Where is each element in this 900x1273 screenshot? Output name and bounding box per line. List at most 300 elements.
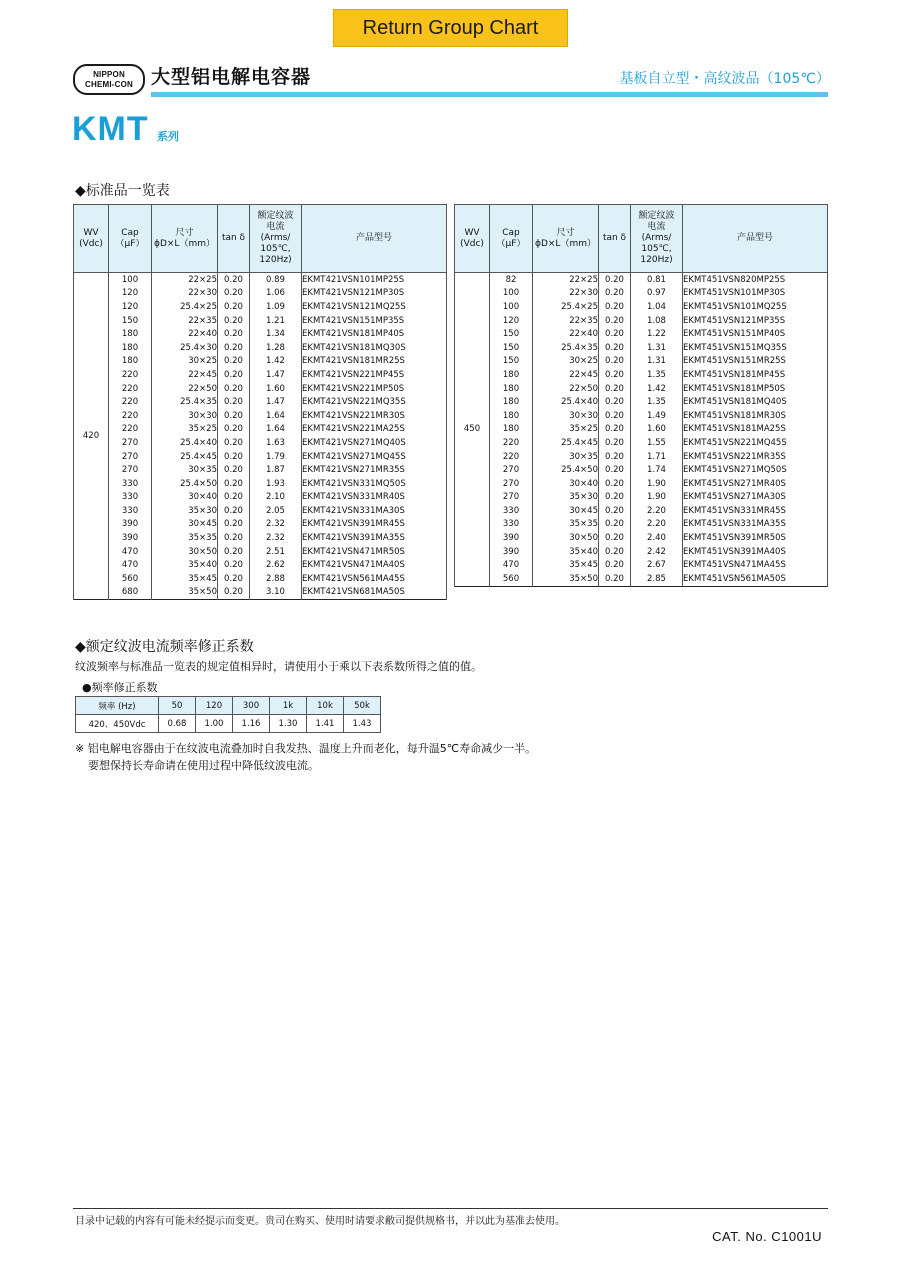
cap-cell: 270 xyxy=(109,463,152,477)
ripple-current-cell: 2.62 xyxy=(250,558,302,572)
part-number-cell: EKMT421VSN121MQ25S xyxy=(302,300,447,314)
table-row xyxy=(74,436,447,450)
ripple-current-cell: 1.79 xyxy=(250,450,302,464)
tan-delta-cell: 0.20 xyxy=(599,423,631,437)
coefficient-value: 1.30 xyxy=(270,715,307,733)
cap-cell: 150 xyxy=(490,327,533,341)
part-number-cell: EKMT421VSN331MR40S xyxy=(302,491,447,505)
part-number-cell: EKMT451VSN331MA35S xyxy=(683,518,828,532)
cap-cell: 100 xyxy=(490,287,533,301)
cap-cell: 330 xyxy=(109,504,152,518)
cap-cell: 390 xyxy=(490,545,533,559)
table-row xyxy=(455,409,828,423)
tan-delta-cell: 0.20 xyxy=(218,545,250,559)
size-cell: 22×30 xyxy=(152,287,218,301)
cap-cell: 120 xyxy=(109,287,152,301)
table-row xyxy=(74,463,447,477)
size-cell: 30×45 xyxy=(152,518,218,532)
ripple-header: 额定纹波 电流 (Arms/ 105℃, 120Hz) xyxy=(250,205,302,273)
size-cell: 35×45 xyxy=(533,558,599,572)
ripple-current-cell: 1.47 xyxy=(250,395,302,409)
part-number-cell: EKMT451VSN221MQ45S xyxy=(683,436,828,450)
cap-header: Cap （μF） xyxy=(490,205,533,273)
ripple-note-line2: 要想保持长寿命请在使用过程中降低纹波电流。 xyxy=(88,759,319,772)
standard-list-heading: ◆标准品一览表 xyxy=(75,183,170,199)
part-number-cell: EKMT421VSN561MA45S xyxy=(302,572,447,586)
tan-delta-cell: 0.20 xyxy=(218,382,250,396)
tan-delta-cell: 0.20 xyxy=(599,300,631,314)
tan-delta-cell: 0.20 xyxy=(599,531,631,545)
cap-cell: 150 xyxy=(490,341,533,355)
table-row xyxy=(74,395,447,409)
size-cell: 30×35 xyxy=(533,450,599,464)
cap-header: Cap （μF） xyxy=(109,205,152,273)
cap-cell: 390 xyxy=(109,531,152,545)
part-number-cell: EKMT451VSN151MQ35S xyxy=(683,341,828,355)
size-cell: 22×35 xyxy=(533,314,599,328)
freq-value: 50 xyxy=(159,697,196,715)
freq-correction-heading: ◆额定纹波电流频率修正系数 xyxy=(75,639,254,655)
size-cell: 25.4×30 xyxy=(152,341,218,355)
part-number-cell: EKMT421VSN121MP30S xyxy=(302,287,447,301)
cap-cell: 470 xyxy=(109,545,152,559)
part-number-cell: EKMT421VSN221MP45S xyxy=(302,368,447,382)
page-subtitle: 基板自立型・高纹波品（105℃） xyxy=(619,71,830,87)
part-number-cell: EKMT451VSN151MP40S xyxy=(683,327,828,341)
size-cell: 30×30 xyxy=(152,409,218,423)
tan-delta-cell: 0.20 xyxy=(599,463,631,477)
table-row xyxy=(74,287,447,301)
ripple-current-cell: 2.40 xyxy=(631,531,683,545)
tan-delta-cell: 0.20 xyxy=(218,572,250,586)
size-cell: 30×45 xyxy=(533,504,599,518)
table-row xyxy=(455,273,828,287)
ripple-current-cell: 2.67 xyxy=(631,558,683,572)
tan-delta-cell: 0.20 xyxy=(218,463,250,477)
part-number-cell: EKMT451VSN101MP30S xyxy=(683,287,828,301)
ripple-current-cell: 1.64 xyxy=(250,423,302,437)
tan-delta-cell: 0.20 xyxy=(218,518,250,532)
cap-cell: 470 xyxy=(490,558,533,572)
footer-divider xyxy=(73,1208,828,1209)
table-row xyxy=(455,518,828,532)
cap-cell: 220 xyxy=(109,368,152,382)
tan-delta-cell: 0.20 xyxy=(218,368,250,382)
size-cell: 22×40 xyxy=(533,327,599,341)
part-number-cell: EKMT421VSN471MR50S xyxy=(302,545,447,559)
size-cell: 30×40 xyxy=(152,491,218,505)
logo-line2: CHEMI-CON xyxy=(84,79,134,89)
table-row xyxy=(455,436,828,450)
tan-delta-cell: 0.20 xyxy=(599,355,631,369)
part-number-cell: EKMT451VSN181MR30S xyxy=(683,409,828,423)
ripple-current-cell: 1.09 xyxy=(250,300,302,314)
ripple-current-cell: 1.87 xyxy=(250,463,302,477)
table-row xyxy=(455,395,828,409)
size-cell: 25.4×50 xyxy=(152,477,218,491)
tan-delta-cell: 0.20 xyxy=(599,314,631,328)
series-name: KMT xyxy=(72,110,149,148)
nippon-chemi-con-logo xyxy=(73,64,145,95)
part-number-cell: EKMT421VSN181MR25S xyxy=(302,355,447,369)
size-cell: 22×40 xyxy=(152,327,218,341)
size-cell: 35×25 xyxy=(533,423,599,437)
tan-delta-cell: 0.20 xyxy=(599,409,631,423)
ripple-current-cell: 1.04 xyxy=(631,300,683,314)
tan-delta-cell: 0.20 xyxy=(599,518,631,532)
table-row xyxy=(455,341,828,355)
table-row xyxy=(455,545,828,559)
part-header: 产品型号 xyxy=(302,205,447,273)
wv-cell: 450 xyxy=(455,273,490,587)
part-number-cell: EKMT421VSN221MA25S xyxy=(302,423,447,437)
ripple-current-cell: 0.97 xyxy=(631,287,683,301)
tan-delta-cell: 0.20 xyxy=(599,382,631,396)
size-cell: 25.4×45 xyxy=(533,436,599,450)
table-body-420 xyxy=(74,273,447,600)
cap-cell: 220 xyxy=(109,395,152,409)
part-number-cell: EKMT451VSN391MA40S xyxy=(683,545,828,559)
part-number-cell: EKMT421VSN221MP50S xyxy=(302,382,447,396)
part-number-cell: EKMT421VSN271MQ45S xyxy=(302,450,447,464)
freq-coefficient-table xyxy=(75,696,381,733)
size-cell: 22×25 xyxy=(152,273,218,287)
part-number-cell: EKMT451VSN271MA30S xyxy=(683,491,828,505)
cap-cell: 180 xyxy=(109,327,152,341)
tan-delta-cell: 0.20 xyxy=(218,327,250,341)
part-number-cell: EKMT451VSN561MA50S xyxy=(683,572,828,586)
size-header: 尺寸 ϕD×L（mm） xyxy=(152,205,218,273)
table-row xyxy=(455,572,828,586)
tan-delta-cell: 0.20 xyxy=(599,368,631,382)
tan-delta-cell: 0.20 xyxy=(218,355,250,369)
size-cell: 22×35 xyxy=(152,314,218,328)
ripple-current-cell: 1.08 xyxy=(631,314,683,328)
size-cell: 35×50 xyxy=(152,586,218,600)
part-number-cell: EKMT451VSN151MR25S xyxy=(683,355,828,369)
cap-cell: 270 xyxy=(109,450,152,464)
table-row xyxy=(455,382,828,396)
ripple-current-cell: 2.42 xyxy=(631,545,683,559)
part-number-cell: EKMT421VSN681MA50S xyxy=(302,586,447,600)
part-number-cell: EKMT421VSN271MR35S xyxy=(302,463,447,477)
part-number-cell: EKMT451VSN221MR35S xyxy=(683,450,828,464)
part-number-cell: EKMT451VSN331MR45S xyxy=(683,504,828,518)
size-cell: 30×30 xyxy=(533,409,599,423)
table-row xyxy=(455,491,828,505)
cap-cell: 390 xyxy=(490,531,533,545)
tan-delta-cell: 0.20 xyxy=(218,477,250,491)
tan-delta-cell: 0.20 xyxy=(218,586,250,600)
size-cell: 30×25 xyxy=(152,355,218,369)
tan-delta-cell: 0.20 xyxy=(599,558,631,572)
table-row xyxy=(74,327,447,341)
ripple-current-cell: 3.10 xyxy=(250,586,302,600)
table-row xyxy=(74,409,447,423)
freq-value: 1k xyxy=(270,697,307,715)
size-cell: 35×35 xyxy=(533,518,599,532)
table-row xyxy=(455,450,828,464)
cap-cell: 220 xyxy=(490,450,533,464)
cap-cell: 220 xyxy=(109,423,152,437)
table-row xyxy=(74,314,447,328)
size-cell: 30×50 xyxy=(152,545,218,559)
ripple-current-cell: 1.42 xyxy=(631,382,683,396)
page-title: 大型铝电解电容器 xyxy=(151,66,312,88)
size-cell: 25.4×45 xyxy=(152,450,218,464)
tan-delta-cell: 0.20 xyxy=(218,423,250,437)
ripple-current-cell: 1.55 xyxy=(631,436,683,450)
cap-cell: 330 xyxy=(490,504,533,518)
tan-delta-cell: 0.20 xyxy=(218,531,250,545)
cap-cell: 220 xyxy=(109,409,152,423)
part-number-cell: EKMT421VSN181MQ30S xyxy=(302,341,447,355)
size-cell: 25.4×40 xyxy=(533,395,599,409)
ripple-current-cell: 2.51 xyxy=(250,545,302,559)
tan-delta-cell: 0.20 xyxy=(599,395,631,409)
tan-delta-cell: 0.20 xyxy=(218,287,250,301)
table-row xyxy=(74,518,447,532)
part-number-cell: EKMT451VSN181MA25S xyxy=(683,423,828,437)
ripple-current-cell: 1.22 xyxy=(631,327,683,341)
table-row xyxy=(74,491,447,505)
part-number-cell: EKMT421VSN101MP25S xyxy=(302,273,447,287)
ripple-current-cell: 1.74 xyxy=(631,463,683,477)
ripple-current-cell: 2.20 xyxy=(631,518,683,532)
table-row xyxy=(455,314,828,328)
table-row xyxy=(74,572,447,586)
ripple-current-cell: 1.31 xyxy=(631,341,683,355)
table-row xyxy=(74,504,447,518)
part-number-cell: EKMT421VSN471MA40S xyxy=(302,558,447,572)
table-row xyxy=(74,368,447,382)
cap-cell: 560 xyxy=(490,572,533,586)
part-number-cell: EKMT421VSN181MP40S xyxy=(302,327,447,341)
table-row xyxy=(74,545,447,559)
size-cell: 22×50 xyxy=(152,382,218,396)
tan-delta-cell: 0.20 xyxy=(599,341,631,355)
size-cell: 30×35 xyxy=(152,463,218,477)
ripple-current-cell: 1.64 xyxy=(250,409,302,423)
table-row xyxy=(455,531,828,545)
freq-value: 50k xyxy=(344,697,381,715)
part-number-cell: EKMT451VSN181MQ40S xyxy=(683,395,828,409)
table-row xyxy=(455,558,828,572)
ripple-note-line1: ※ 铝电解电容器由于在纹波电流叠加时自我发热、温度上升而老化，每升温5℃寿命减少一半。 xyxy=(75,742,537,755)
size-cell: 22×25 xyxy=(533,273,599,287)
size-cell: 22×45 xyxy=(152,368,218,382)
cap-cell: 120 xyxy=(490,314,533,328)
ripple-current-cell: 2.05 xyxy=(250,504,302,518)
ripple-current-cell: 1.35 xyxy=(631,368,683,382)
tan-delta-cell: 0.20 xyxy=(218,436,250,450)
size-cell: 35×30 xyxy=(533,491,599,505)
coefficient-value: 1.16 xyxy=(233,715,270,733)
ripple-header: 额定纹波 电流 (Arms/ 105℃, 120Hz) xyxy=(631,205,683,273)
logo-line1: NIPPON xyxy=(93,69,125,79)
part-number-cell: EKMT451VSN820MP25S xyxy=(683,273,828,287)
tan-delta-cell: 0.20 xyxy=(599,491,631,505)
part-number-cell: EKMT421VSN271MQ40S xyxy=(302,436,447,450)
ripple-current-cell: 1.60 xyxy=(250,382,302,396)
spec-table-420v xyxy=(73,204,447,600)
tan-delta-cell: 0.20 xyxy=(218,273,250,287)
cap-cell: 180 xyxy=(109,341,152,355)
table-row xyxy=(455,300,828,314)
part-number-cell: EKMT451VSN271MR40S xyxy=(683,477,828,491)
size-cell: 25.4×35 xyxy=(533,341,599,355)
cap-cell: 220 xyxy=(490,436,533,450)
wv-header: WV (Vdc) xyxy=(455,205,490,273)
ripple-current-cell: 1.93 xyxy=(250,477,302,491)
ripple-current-cell: 1.71 xyxy=(631,450,683,464)
part-number-cell: EKMT421VSN391MA35S xyxy=(302,531,447,545)
cap-cell: 330 xyxy=(109,491,152,505)
tan-delta-cell: 0.20 xyxy=(218,395,250,409)
ripple-current-cell: 2.88 xyxy=(250,572,302,586)
part-number-cell: EKMT451VSN181MP45S xyxy=(683,368,828,382)
coefficient-value: 1.41 xyxy=(307,715,344,733)
table-row xyxy=(74,300,447,314)
ripple-current-cell: 1.21 xyxy=(250,314,302,328)
cap-cell: 270 xyxy=(109,436,152,450)
return-group-chart-button[interactable]: Return Group Chart xyxy=(333,9,568,47)
tan-delta-cell: 0.20 xyxy=(599,545,631,559)
size-cell: 22×50 xyxy=(533,382,599,396)
table-row xyxy=(455,504,828,518)
freq-value: 10k xyxy=(307,697,344,715)
tan-delta-cell: 0.20 xyxy=(599,273,631,287)
table-row xyxy=(74,355,447,369)
tan-delta-cell: 0.20 xyxy=(599,504,631,518)
table-row xyxy=(74,558,447,572)
part-number-cell: EKMT421VSN221MQ35S xyxy=(302,395,447,409)
tan-delta-cell: 0.20 xyxy=(218,450,250,464)
size-header: 尺寸 ϕD×L（mm） xyxy=(533,205,599,273)
freq-coefficient-subheading: ●频率修正系数 xyxy=(82,681,158,694)
cap-cell: 220 xyxy=(109,382,152,396)
table-row xyxy=(74,477,447,491)
voltage-row-label: 420、450Vdc xyxy=(76,715,159,733)
cap-cell: 270 xyxy=(490,491,533,505)
freq-value: 120 xyxy=(196,697,233,715)
cap-cell: 150 xyxy=(490,355,533,369)
size-cell: 30×40 xyxy=(533,477,599,491)
spec-table-450v xyxy=(454,204,828,587)
part-number-cell: EKMT451VSN181MP50S xyxy=(683,382,828,396)
size-cell: 30×25 xyxy=(533,355,599,369)
table-row xyxy=(455,368,828,382)
size-cell: 25.4×35 xyxy=(152,395,218,409)
footer-disclaimer: 目录中记载的内容有可能未经提示而变更。贵司在购买、使用时请要求敝司提供规格书，并以此为基准去使用。 xyxy=(75,1216,565,1227)
cap-cell: 180 xyxy=(109,355,152,369)
cap-cell: 180 xyxy=(490,409,533,423)
tan-delta-cell: 0.20 xyxy=(218,409,250,423)
part-number-cell: EKMT421VSN331MQ50S xyxy=(302,477,447,491)
table-row xyxy=(455,355,828,369)
coefficient-value: 1.00 xyxy=(196,715,233,733)
size-cell: 35×35 xyxy=(152,531,218,545)
header-divider xyxy=(151,92,828,97)
ripple-current-cell: 1.31 xyxy=(631,355,683,369)
coefficient-value: 1.43 xyxy=(344,715,381,733)
tan-delta-cell: 0.20 xyxy=(218,558,250,572)
cap-cell: 180 xyxy=(490,395,533,409)
size-cell: 30×50 xyxy=(533,531,599,545)
ripple-current-cell: 0.89 xyxy=(250,273,302,287)
ripple-current-cell: 1.42 xyxy=(250,355,302,369)
table-row xyxy=(455,287,828,301)
size-cell: 25.4×25 xyxy=(152,300,218,314)
catalog-number: CAT. No. C1001U xyxy=(712,1229,822,1244)
size-cell: 35×30 xyxy=(152,504,218,518)
freq-header-label: 频率 (Hz) xyxy=(76,697,159,715)
cap-cell: 560 xyxy=(109,572,152,586)
freq-correction-description: 纹波频率与标准品一览表的规定值相异时，请使用小于乘以下表系数所得之值的值。 xyxy=(75,660,482,673)
cap-cell: 180 xyxy=(490,423,533,437)
table-row xyxy=(74,273,447,287)
cap-cell: 270 xyxy=(490,463,533,477)
tan-delta-cell: 0.20 xyxy=(218,341,250,355)
ripple-current-cell: 1.35 xyxy=(631,395,683,409)
table-row xyxy=(74,586,447,600)
tan-delta-cell: 0.20 xyxy=(599,477,631,491)
ripple-current-cell: 1.90 xyxy=(631,477,683,491)
part-number-cell: EKMT451VSN271MQ50S xyxy=(683,463,828,477)
cap-cell: 270 xyxy=(490,477,533,491)
cap-cell: 120 xyxy=(109,300,152,314)
tan-delta-cell: 0.20 xyxy=(599,287,631,301)
size-cell: 25.4×40 xyxy=(152,436,218,450)
cap-cell: 680 xyxy=(109,586,152,600)
ripple-current-cell: 1.60 xyxy=(631,423,683,437)
tan-delta-cell: 0.20 xyxy=(599,450,631,464)
freq-value: 300 xyxy=(233,697,270,715)
cap-cell: 150 xyxy=(109,314,152,328)
ripple-current-cell: 2.10 xyxy=(250,491,302,505)
size-cell: 35×40 xyxy=(152,558,218,572)
tan-delta-cell: 0.20 xyxy=(218,314,250,328)
table-row xyxy=(455,463,828,477)
cap-cell: 180 xyxy=(490,382,533,396)
size-cell: 35×50 xyxy=(533,572,599,586)
ripple-current-cell: 0.81 xyxy=(631,273,683,287)
ripple-current-cell: 1.63 xyxy=(250,436,302,450)
tan-delta-cell: 0.20 xyxy=(218,504,250,518)
size-cell: 25.4×25 xyxy=(533,300,599,314)
ripple-current-cell: 1.28 xyxy=(250,341,302,355)
part-number-cell: EKMT451VSN471MA45S xyxy=(683,558,828,572)
size-cell: 22×45 xyxy=(533,368,599,382)
size-cell: 35×25 xyxy=(152,423,218,437)
part-number-cell: EKMT421VSN221MR30S xyxy=(302,409,447,423)
tan-delta-cell: 0.20 xyxy=(218,300,250,314)
ripple-current-cell: 2.32 xyxy=(250,531,302,545)
cap-cell: 390 xyxy=(109,518,152,532)
tan-delta-cell: 0.20 xyxy=(599,436,631,450)
cap-cell: 100 xyxy=(490,300,533,314)
ripple-current-cell: 1.34 xyxy=(250,327,302,341)
cap-cell: 100 xyxy=(109,273,152,287)
tan-header: tan δ xyxy=(599,205,631,273)
size-cell: 35×45 xyxy=(152,572,218,586)
table-row xyxy=(74,382,447,396)
part-number-cell: EKMT421VSN331MA30S xyxy=(302,504,447,518)
part-number-cell: EKMT451VSN391MR50S xyxy=(683,531,828,545)
cap-cell: 82 xyxy=(490,273,533,287)
ripple-current-cell: 1.47 xyxy=(250,368,302,382)
cap-cell: 180 xyxy=(490,368,533,382)
